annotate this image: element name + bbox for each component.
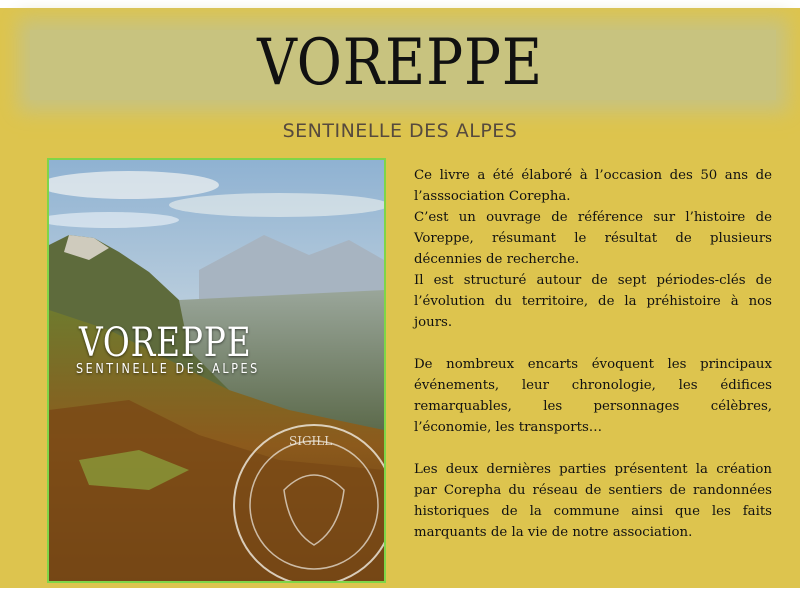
page xyxy=(0,8,800,588)
paragraph-3: Il est structuré autour de sept périodes-clés de l’évolution du territoire, de la préhistoire à nos jours. xyxy=(414,273,772,330)
seal-text: SIGILL xyxy=(289,434,333,448)
cover-subtitle: SENTINELLE DES ALPES xyxy=(76,362,260,377)
paragraph-5: Les deux dernières parties présentent la création par Corepha du réseau de sentiers de randonnées historiques de la commune ainsi que les faits marquants de la vie de notre association. xyxy=(414,462,772,540)
book-cover-image xyxy=(47,158,386,583)
page-title: VOREPPE xyxy=(257,26,543,100)
paragraph-2: C’est un ouvrage de référence sur l’histoire de Voreppe, résumant le résultat de plusieurs décennies de recherche. xyxy=(414,210,772,267)
page-subtitle: SENTINELLE DES ALPES xyxy=(282,120,518,142)
description-text xyxy=(414,165,772,543)
paragraph-4: De nombreux encarts évoquent les principaux événements, leur chronologie, les édifices remarquables, les personnages célèbres, l’économie, les transports… xyxy=(414,357,772,435)
paragraph-1: Ce livre a été élaboré à l’occasion des 50 ans de l’asssociation Corepha. xyxy=(414,168,772,204)
cover-title: VOREPPE xyxy=(79,320,252,366)
